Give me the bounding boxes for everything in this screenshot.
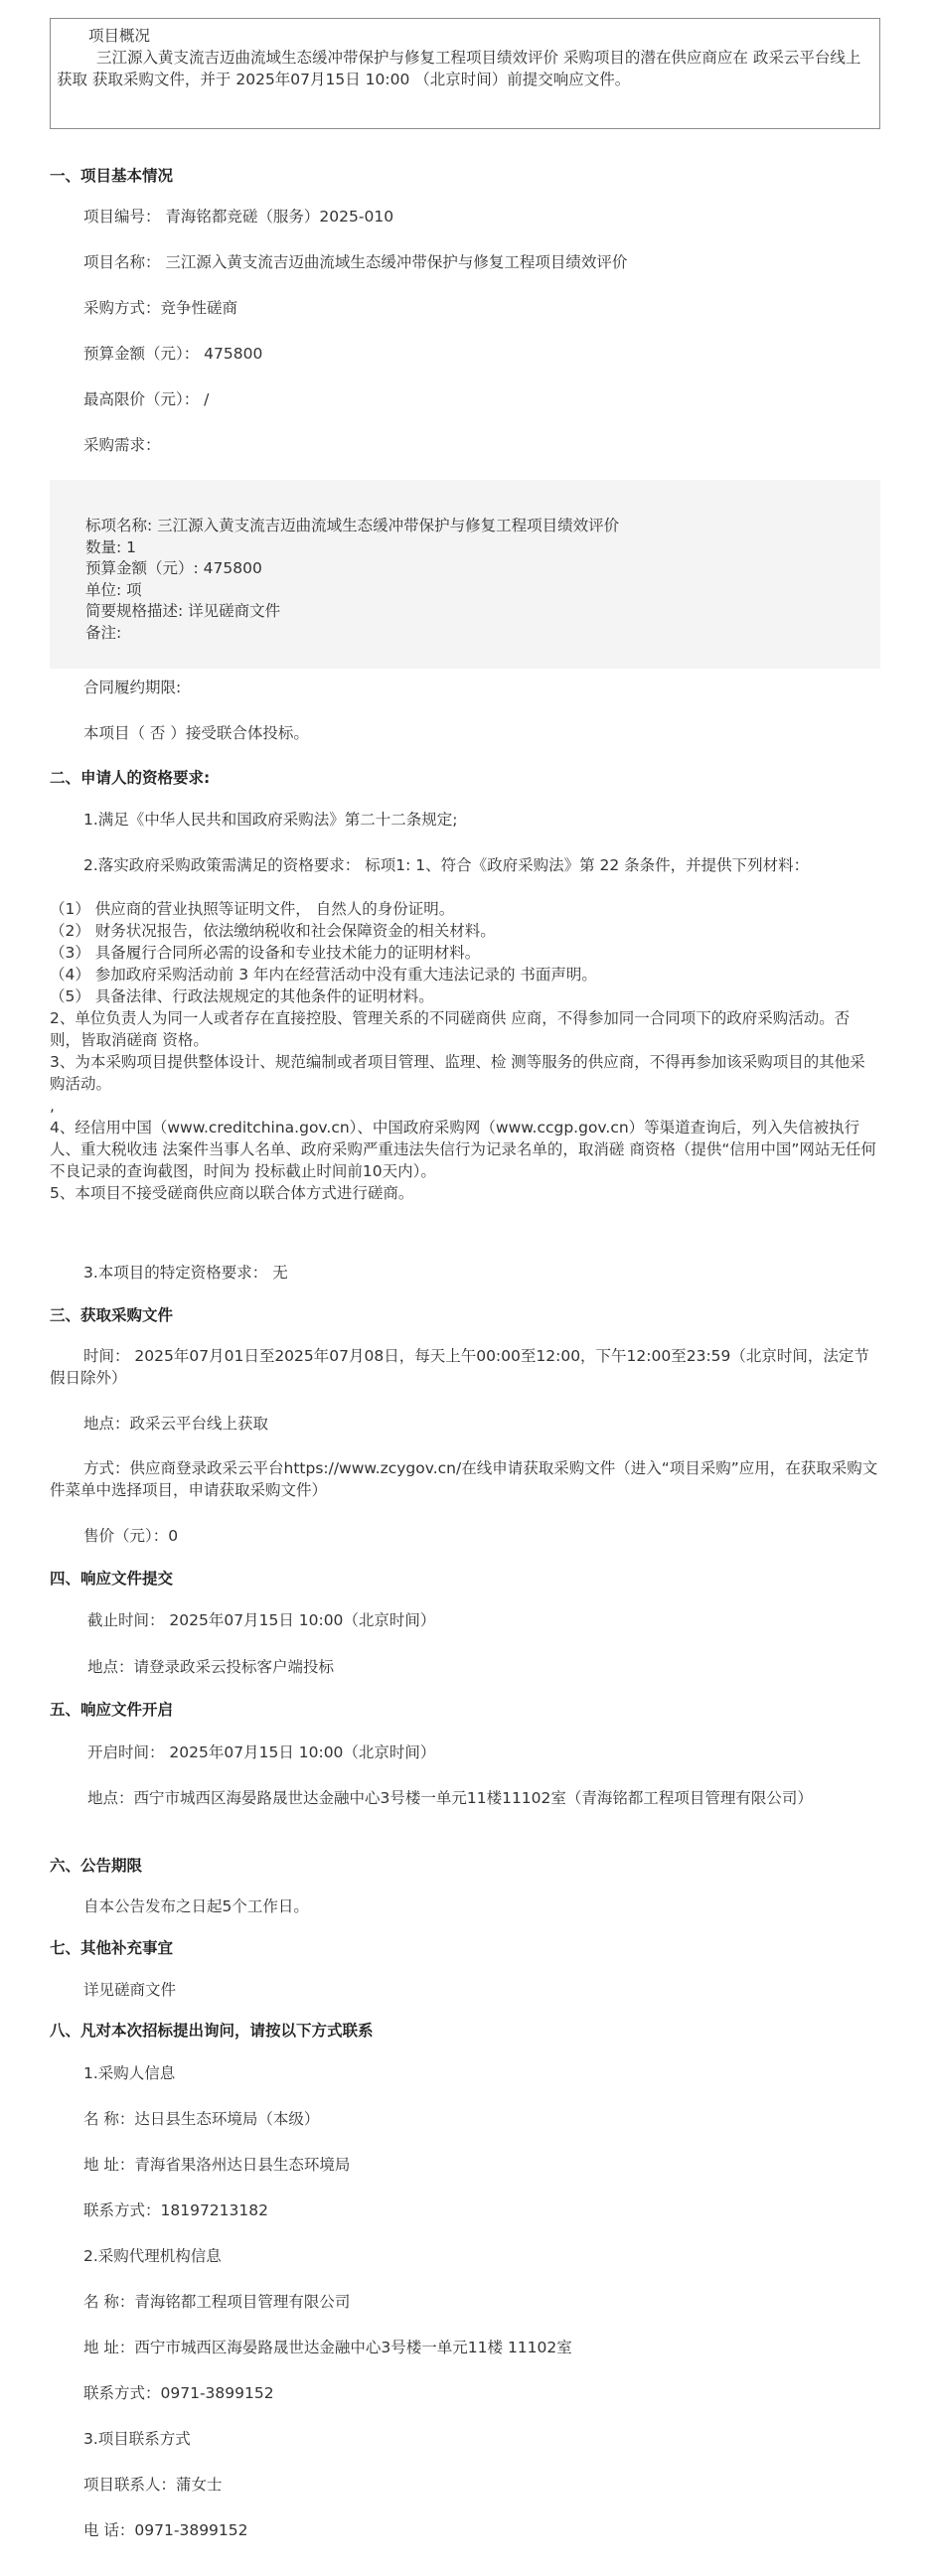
- lot-unit: 单位: 项: [85, 580, 142, 599]
- requirement-label: 采购需求：: [83, 436, 161, 454]
- project-name: 项目名称： 三江源入黄支流吉迈曲流域生态缓冲带保护与修复工程项目绩效评价: [83, 253, 628, 271]
- budget-amount: 预算金额（元）： 475800: [83, 345, 263, 363]
- material-item: （2） 财务状况报告，依法缴纳税收和社会保障资金的相关材料。: [50, 922, 496, 940]
- lot-details-box: [50, 480, 880, 669]
- lot-note: 备注:: [85, 623, 122, 642]
- section-heading-other: 七、其他补充事宜: [50, 1939, 174, 1957]
- purchaser-address: 地 址：青海省果洛州达日县生态环境局: [83, 2156, 351, 2174]
- notice-period-text: 自本公告发布之日起5个工作日。: [83, 1897, 309, 1915]
- agency-title: 2.采购代理机构信息: [83, 2247, 222, 2265]
- qualification-materials: [50, 898, 880, 1204]
- lot-budget: 预算金额（元）: 475800: [85, 559, 262, 577]
- obtain-place: 地点：政采云平台线上获取: [83, 1415, 269, 1433]
- qualification-1: 1.满足《中华人民共和国政府采购法》第二十二条规定;: [83, 811, 458, 829]
- project-number: 项目编号： 青海铭都竞磋（服务）2025-010: [83, 208, 394, 226]
- contract-period: 合同履约期限:: [83, 679, 182, 696]
- material-item: （4） 参加政府采购活动前 3 年内在经营活动中没有重大违法记录的 书面声明。: [50, 966, 597, 984]
- stray-comma: ,: [50, 1097, 55, 1115]
- qualification-2: 2.落实政府采购政策需满足的资格要求： 标项1: 1、符合《政府采购法》第 22 条条件，并提供下列材料：: [83, 856, 810, 874]
- section-heading-qualifications: 二、申请人的资格要求:: [50, 769, 211, 787]
- other-text: 详见磋商文件: [83, 1981, 177, 1999]
- agency-phone: 联系方式：0971-3899152: [83, 2384, 274, 2402]
- overview-title: 项目概况: [88, 27, 151, 45]
- purchaser-phone: 联系方式：18197213182: [83, 2201, 268, 2219]
- clause-2: 2、单位负责人为同一人或者存在直接控股、管理关系的不同磋商供 应商，不得参加同一合同项下的政府采购活动。否则，皆取消磋商 资格。: [50, 1009, 851, 1049]
- overview-text: 三江源入黄支流吉迈曲流域生态缓冲带保护与修复工程项目绩效评价 采购项目的潜在供应商应在 政采云平台线上获取 获取采购文件，并于 2025年07月15日 10:00 （北京时间）前提交响应文件。: [57, 49, 861, 88]
- submission-place: 地点：请登录政采云投标客户端投标: [87, 1658, 335, 1676]
- material-item: （1） 供应商的营业执照等证明文件， 自然人的身份证明。: [50, 900, 455, 918]
- obtain-method: 方式：供应商登录政采云平台https://www.zcygov.cn/在线申请获取采购文件（进入“项目采购”应用，在获取采购文件菜单中选择项目，申请获取采购文件）: [50, 1459, 878, 1499]
- material-item: （3） 具备履行合同所必需的设备和专业技术能力的证明材料。: [50, 944, 481, 962]
- purchaser-title: 1.采购人信息: [83, 2064, 176, 2082]
- procurement-method: 采购方式：竞争性磋商: [83, 299, 238, 317]
- lot-spec: 简要规格描述: 详见磋商文件: [85, 602, 281, 620]
- submission-deadline: 截止时间： 2025年07月15日 10:00（北京时间）: [87, 1611, 436, 1629]
- clause-3: 3、为本采购项目提供整体设计、规范编制或者项目管理、监理、检 测等服务的供应商，不得再参加该采购项目的其他采购活动。: [50, 1053, 865, 1093]
- agency-address: 地 址：西宁市城西区海晏路晟世达金融中心3号楼一单元11楼 11102室: [83, 2339, 572, 2356]
- section-heading-notice-period: 六、公告期限: [50, 1857, 143, 1875]
- obtain-time: 时间： 2025年07月01日至2025年07月08日，每天上午00:00至12:00，下午12:00至23:59（北京时间，法定节假日除外）: [50, 1347, 869, 1387]
- contact-phone: 电 话：0971-3899152: [83, 2521, 248, 2539]
- max-price: 最高限价（元）： /: [83, 390, 210, 408]
- section-heading-opening: 五、响应文件开启: [50, 1701, 174, 1719]
- contact-person: 项目联系人：蒲女士: [83, 2476, 223, 2494]
- qualification-3: 3.本项目的特定资格要求： 无: [83, 1264, 288, 1282]
- document-price: 售价（元）：0: [83, 1527, 179, 1545]
- clause-5: 5、本项目不接受磋商供应商以联合体方式进行磋商。: [50, 1184, 414, 1202]
- agency-name: 名 称：青海铭都工程项目管理有限公司: [83, 2293, 351, 2311]
- section-heading-contact: 八、凡对本次招标提出询问，请按以下方式联系: [50, 2022, 374, 2040]
- contact-title: 3.项目联系方式: [83, 2430, 191, 2448]
- consortium-statement: 本项目（ 否 ）接受联合体投标。: [83, 724, 309, 742]
- section-heading-basic-info: 一、项目基本情况: [50, 167, 174, 185]
- project-overview-box: [50, 18, 880, 129]
- lot-quantity: 数量: 1: [85, 537, 137, 556]
- opening-time: 开启时间： 2025年07月15日 10:00（北京时间）: [87, 1743, 436, 1761]
- clause-4: 4、经信用中国（www.creditchina.gov.cn）、中国政府采购网（www.ccgp.gov.cn）等渠道查询后，列入失信被执行人、重大税收违 法案件当事人名单、政府采购严重违法失信行为记录名单的，取消磋 商资格（提供“信用中国”网站无任何不良记录的查询截图，时间为 投标截止时间前10天内）。: [50, 1119, 876, 1180]
- section-heading-obtain-documents: 三、获取采购文件: [50, 1306, 174, 1324]
- lot-name: 标项名称: 三江源入黄支流吉迈曲流域生态缓冲带保护与修复工程项目绩效评价: [85, 517, 620, 534]
- opening-place: 地点：西宁市城西区海晏路晟世达金融中心3号楼一单元11楼11102室（青海铭都工程项目管理有限公司）: [87, 1789, 813, 1807]
- announcement-page: [50, 18, 880, 2539]
- material-item: （5） 具备法律、行政法规规定的其他条件的证明材料。: [50, 987, 434, 1005]
- purchaser-name: 名 称：达日县生态环境局（本级）: [83, 2110, 320, 2128]
- section-heading-submission: 四、响应文件提交: [50, 1570, 174, 1588]
